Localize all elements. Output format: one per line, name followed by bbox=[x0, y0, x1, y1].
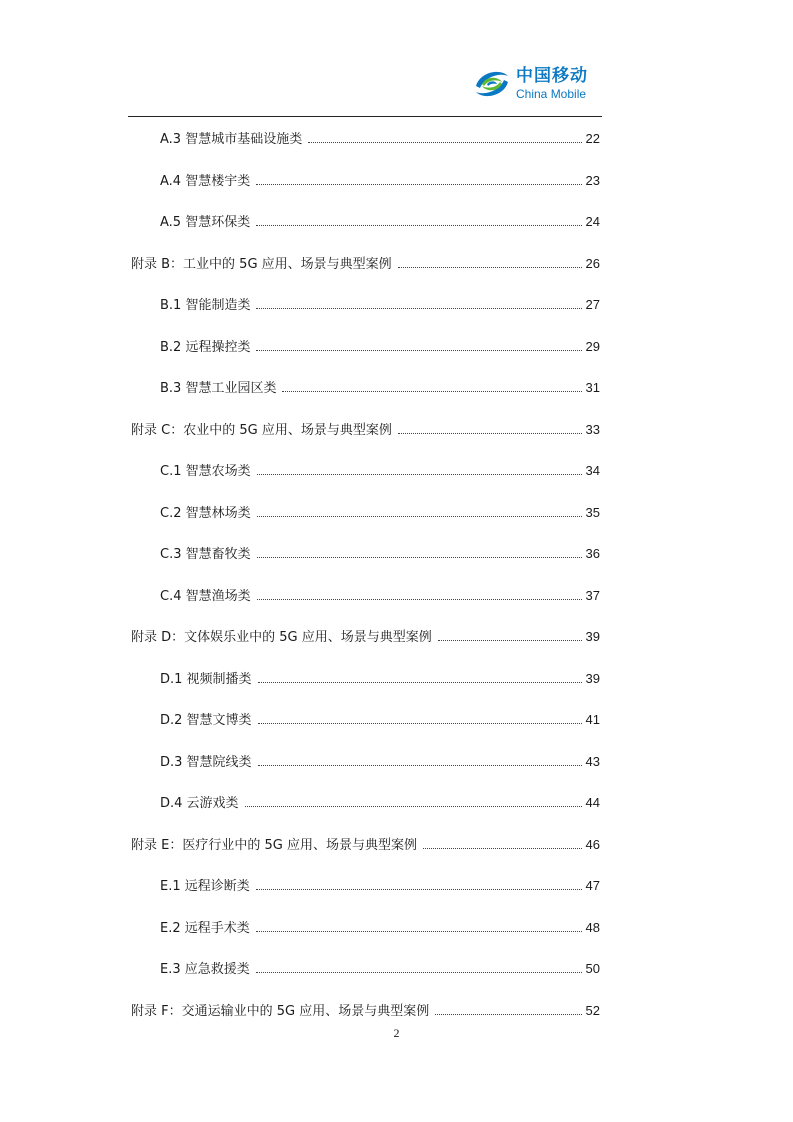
toc-entry[interactable] bbox=[160, 295, 600, 315]
toc-entry-label: 附录 C：农业中的 5G 应用、场景与典型案例 bbox=[131, 422, 392, 438]
toc-entry-page: 29 bbox=[585, 338, 600, 354]
toc-entry-page: 39 bbox=[585, 670, 600, 686]
toc-dot-leader bbox=[257, 598, 582, 600]
toc-dot-leader bbox=[256, 183, 581, 185]
logo-english-text: China Mobile bbox=[516, 87, 587, 101]
toc-dot-leader bbox=[282, 390, 581, 392]
toc-entry-label: E.1 远程诊断类 bbox=[160, 879, 250, 894]
toc-entry-page: 27 bbox=[585, 297, 600, 312]
toc-dot-leader bbox=[258, 722, 582, 724]
toc-entry-label: A.5 智慧环保类 bbox=[160, 215, 251, 230]
toc-dot-leader bbox=[398, 432, 582, 434]
toc-entry[interactable] bbox=[160, 171, 600, 191]
toc-entry[interactable] bbox=[131, 1001, 600, 1021]
toc-dot-leader bbox=[256, 349, 581, 351]
toc-entry[interactable] bbox=[160, 876, 600, 896]
toc-entry-label: 附录 B：工业中的 5G 应用、场景与典型案例 bbox=[131, 256, 392, 272]
toc-entry[interactable] bbox=[160, 461, 600, 481]
toc-entry-page: 43 bbox=[585, 753, 600, 769]
toc-entry-label: B.3 智慧工业园区类 bbox=[160, 381, 277, 396]
toc-entry[interactable] bbox=[160, 544, 600, 564]
toc-entry-label: B.1 智能制造类 bbox=[160, 298, 251, 313]
toc-entry-page: 24 bbox=[585, 214, 600, 229]
toc-entry-page: 47 bbox=[585, 878, 600, 893]
logo-chinese-text: 中国移动 bbox=[516, 66, 588, 86]
toc-entry-label: E.3 应急救援类 bbox=[160, 962, 250, 977]
toc-entry[interactable] bbox=[160, 918, 600, 938]
toc-entry-page: 33 bbox=[585, 421, 600, 437]
toc-entry-page: 26 bbox=[585, 255, 600, 271]
toc-dot-leader bbox=[257, 515, 582, 517]
toc-dot-leader bbox=[256, 224, 581, 226]
toc-entry[interactable] bbox=[131, 627, 600, 647]
toc-entry-label: C.2 智慧林场类 bbox=[160, 505, 251, 521]
toc-dot-leader bbox=[258, 681, 582, 683]
toc-entry-label: C.1 智慧农场类 bbox=[160, 464, 251, 479]
china-mobile-logo bbox=[472, 62, 602, 106]
toc-dot-leader bbox=[438, 639, 582, 641]
toc-entry[interactable] bbox=[160, 710, 600, 730]
toc-entry-label: 附录 F：交通运输业中的 5G 应用、场景与典型案例 bbox=[131, 1003, 430, 1019]
toc-entry-label: D.4 云游戏类 bbox=[160, 796, 239, 811]
toc-entry[interactable] bbox=[131, 254, 600, 274]
toc-entry[interactable] bbox=[160, 212, 600, 232]
toc-entry-label: 附录 E：医疗行业中的 5G 应用、场景与典型案例 bbox=[131, 837, 417, 853]
toc-dot-leader bbox=[256, 971, 582, 973]
toc-entry-page: 41 bbox=[585, 712, 600, 727]
toc-entry-label: 附录 D：文体娱乐业中的 5G 应用、场景与典型案例 bbox=[131, 630, 432, 645]
toc-dot-leader bbox=[423, 847, 582, 849]
toc-entry[interactable] bbox=[160, 378, 600, 398]
toc-entry-label: D.1 视频制播类 bbox=[160, 671, 252, 687]
toc-entry-page: 35 bbox=[585, 504, 600, 520]
toc-entry-label: C.4 智慧渔场类 bbox=[160, 588, 251, 604]
toc-entry[interactable] bbox=[160, 503, 600, 523]
toc-entry[interactable] bbox=[160, 669, 600, 689]
toc-entry-label: C.3 智慧畜牧类 bbox=[160, 547, 251, 562]
toc-entry-page: 37 bbox=[585, 587, 600, 603]
toc-entry-label: A.3 智慧城市基础设施类 bbox=[160, 132, 303, 147]
page-number: 2 bbox=[393, 1026, 400, 1040]
toc-entry[interactable] bbox=[131, 420, 600, 440]
toc-entry[interactable] bbox=[160, 959, 600, 979]
toc-entry-label: A.4 智慧楼宇类 bbox=[160, 173, 251, 189]
toc-entry-page: 31 bbox=[585, 380, 600, 395]
toc-entry-page: 44 bbox=[585, 795, 600, 810]
toc-dot-leader bbox=[245, 805, 582, 807]
toc-entry[interactable] bbox=[160, 752, 600, 772]
toc-dot-leader bbox=[308, 141, 581, 143]
toc-entry[interactable] bbox=[160, 337, 600, 357]
toc-entry-page: 23 bbox=[585, 172, 600, 188]
toc-dot-leader bbox=[256, 307, 581, 309]
toc-entry[interactable] bbox=[160, 129, 600, 149]
toc-entry-page: 22 bbox=[585, 131, 600, 146]
toc-entry-page: 34 bbox=[585, 463, 600, 478]
toc-dot-leader bbox=[256, 888, 582, 890]
header-divider bbox=[128, 116, 602, 117]
toc-entry[interactable] bbox=[131, 835, 600, 855]
toc-entry[interactable] bbox=[160, 586, 600, 606]
toc-entry-page: 39 bbox=[585, 629, 600, 644]
toc-entry[interactable] bbox=[160, 793, 600, 813]
toc-dot-leader bbox=[258, 764, 582, 766]
toc-dot-leader bbox=[398, 266, 582, 268]
toc-entry-label: E.2 远程手术类 bbox=[160, 920, 250, 936]
toc-dot-leader bbox=[257, 473, 582, 475]
toc-dot-leader bbox=[435, 1013, 581, 1015]
china-mobile-logo-icon bbox=[472, 64, 512, 104]
toc-entry-page: 50 bbox=[585, 961, 600, 976]
toc-entry-page: 46 bbox=[585, 836, 600, 852]
toc-entry-page: 52 bbox=[585, 1002, 600, 1018]
toc-entry-page: 48 bbox=[585, 919, 600, 935]
toc-entry-label: D.2 智慧文博类 bbox=[160, 713, 252, 728]
toc-entry-page: 36 bbox=[585, 546, 600, 561]
toc-entry-label: B.2 远程操控类 bbox=[160, 339, 251, 355]
toc-dot-leader bbox=[257, 556, 582, 558]
toc-dot-leader bbox=[256, 930, 582, 932]
toc-entry-label: D.3 智慧院线类 bbox=[160, 754, 252, 770]
